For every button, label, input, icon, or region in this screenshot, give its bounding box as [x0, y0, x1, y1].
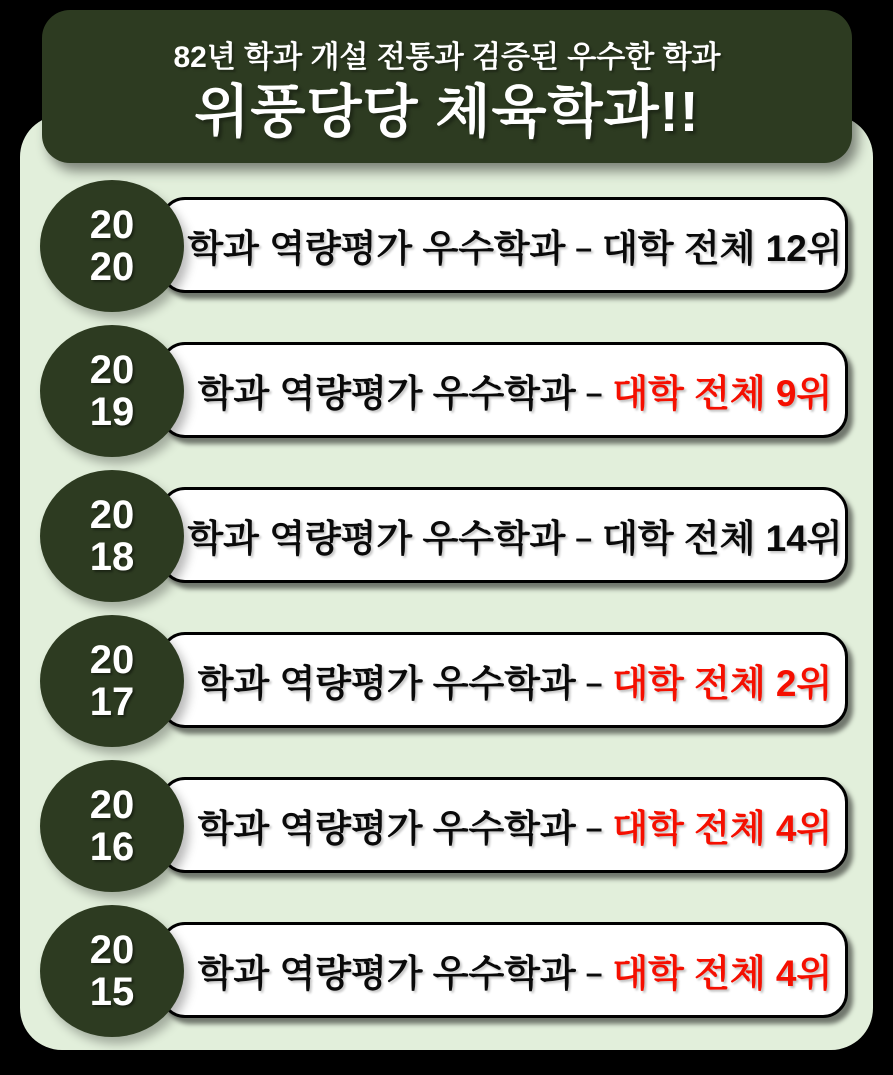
row-card: [160, 777, 848, 873]
year-bottom: 15: [89, 970, 135, 1014]
year-badge: [40, 615, 184, 747]
row-separator: –: [575, 522, 593, 555]
year-row: [40, 615, 853, 748]
year-badge: [40, 325, 184, 457]
year-bottom: 17: [89, 680, 135, 724]
row-separator: –: [575, 232, 593, 265]
year-row: [40, 905, 853, 1038]
row-card: [160, 922, 848, 1018]
year-row: [40, 325, 853, 458]
row-separator: –: [585, 957, 603, 990]
year-badge: [40, 470, 184, 602]
row-label: 학과 역량평가 우수학과: [197, 808, 576, 849]
year-top: 20: [89, 928, 135, 972]
header-card: [42, 10, 852, 163]
row-rank: 대학 전체 9위: [612, 373, 833, 414]
header-subtitle: 82년 학과 개설 전통과 검증된 우수한 학과: [173, 41, 721, 74]
year-badge: [40, 905, 184, 1037]
year-top: 20: [89, 348, 135, 392]
row-rank: 대학 전체 4위: [612, 953, 833, 994]
year-row: [40, 760, 853, 893]
row-text: [176, 798, 833, 852]
year-bottom: 16: [89, 825, 135, 869]
row-separator: –: [585, 667, 603, 700]
row-card: [160, 632, 848, 728]
row-label: 학과 역량평가 우수학과: [197, 953, 576, 994]
year-top: 20: [89, 203, 135, 247]
rows-container: [40, 180, 853, 1050]
row-card: [160, 197, 848, 293]
year-bottom: 18: [89, 535, 135, 579]
row-separator: –: [585, 812, 603, 845]
year-top: 20: [89, 493, 135, 537]
row-label: 학과 역량평가 우수학과: [197, 663, 576, 704]
year-row: [40, 470, 853, 603]
row-text: [165, 218, 842, 272]
row-label: 학과 역량평가 우수학과: [187, 228, 566, 269]
year-row: [40, 180, 853, 313]
row-rank: 대학 전체 14위: [602, 518, 843, 559]
row-label: 학과 역량평가 우수학과: [187, 518, 566, 559]
year-badge: [40, 760, 184, 892]
year-badge: [40, 180, 184, 312]
year-top: 20: [89, 783, 135, 827]
year-top: 20: [89, 638, 135, 682]
row-text: [176, 943, 833, 997]
year-bottom: 20: [89, 245, 135, 289]
row-text: [176, 363, 833, 417]
page-title: 위풍당당 체육학과!!: [194, 80, 700, 144]
row-rank: 대학 전체 4위: [612, 808, 833, 849]
row-rank: 대학 전체 2위: [612, 663, 833, 704]
row-card: [160, 342, 848, 438]
row-label: 학과 역량평가 우수학과: [197, 373, 576, 414]
row-separator: –: [585, 377, 603, 410]
row-text: [165, 508, 842, 562]
row-card: [160, 487, 848, 583]
year-bottom: 19: [89, 390, 135, 434]
row-text: [176, 653, 833, 707]
row-rank: 대학 전체 12위: [602, 228, 843, 269]
